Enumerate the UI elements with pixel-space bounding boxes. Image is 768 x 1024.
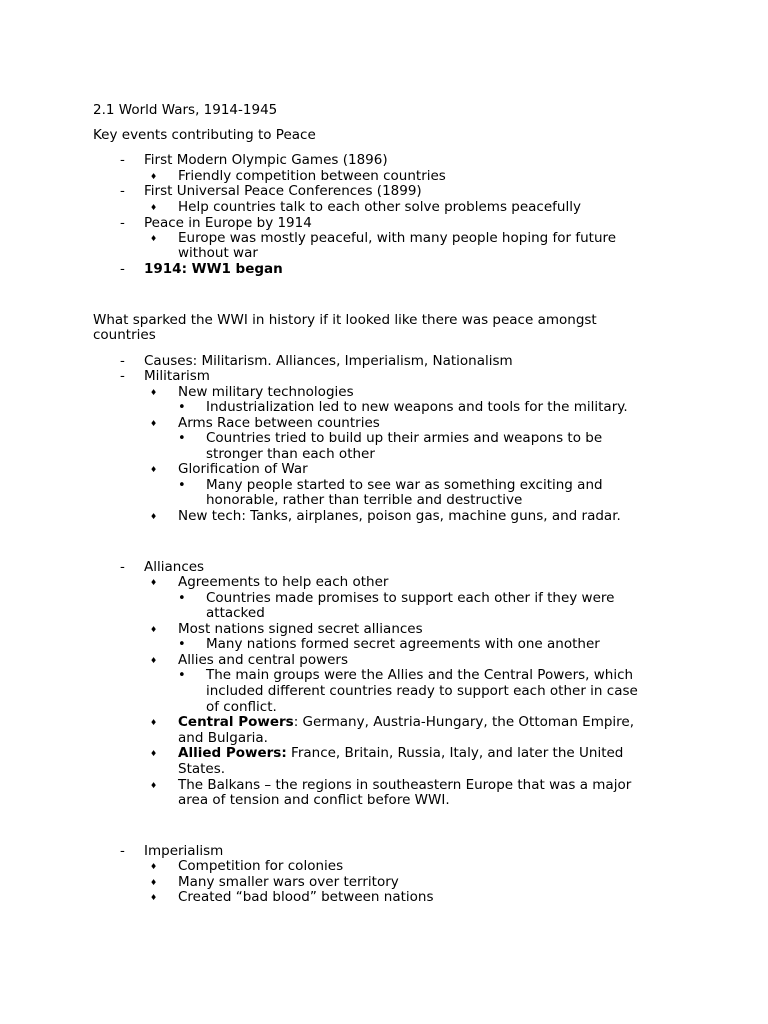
list-subitem: New military technologies — [178, 384, 354, 400]
list-subsubitem-line1: Countries made promises to support each other if they were — [206, 590, 615, 606]
round-bullet-icon: • — [178, 431, 186, 446]
question-line2: countries — [93, 327, 156, 343]
dash-marker: - — [120, 353, 125, 369]
round-bullet-icon: • — [178, 478, 186, 493]
list-subsubitem-line1: Many people started to see war as something exciting and — [206, 477, 603, 493]
causes-item: Causes: Militarism. Alliances, Imperialism, Nationalism — [144, 353, 513, 369]
list-subsubitem-line2: stronger than each other — [206, 446, 375, 462]
page-title: 2.1 World Wars, 1914-1945 — [93, 102, 278, 118]
list-subsubitem-line1: The main groups were the Allies and the Central Powers, which — [206, 667, 634, 683]
round-bullet-icon: • — [178, 400, 186, 415]
list-subsubitem-line2: attacked — [206, 605, 265, 621]
diamond-bullet-icon: ♦ — [150, 419, 158, 428]
diamond-bullet-icon: ♦ — [150, 625, 158, 634]
list-subsubitem-line2: honorable, rather than terrible and destructive — [206, 492, 523, 508]
list-subitem: Help countries talk to each other solve problems peacefully — [178, 199, 581, 215]
diamond-bullet-icon: ♦ — [150, 878, 158, 887]
list-item: First Modern Olympic Games (1896) — [144, 152, 388, 168]
round-bullet-icon: • — [178, 591, 186, 606]
allied-powers-label: Allied Powers: — [178, 745, 287, 761]
question-line1: What sparked the WWI in history if it looked like there was peace amongst — [93, 312, 597, 328]
diamond-bullet-icon: ♦ — [150, 893, 158, 902]
section-title-peace: Key events contributing to Peace — [93, 127, 316, 143]
militarism-label: Militarism — [144, 368, 210, 384]
dash-marker: - — [120, 183, 125, 199]
list-subitem: Competition for colonies — [178, 858, 344, 874]
diamond-bullet-icon: ♦ — [150, 656, 158, 665]
list-subsubitem-line1: Countries tried to build up their armies and weapons to be — [206, 430, 603, 446]
list-subsubitem-line3: of conflict. — [206, 699, 277, 715]
alliances-label: Alliances — [144, 559, 205, 575]
diamond-bullet-icon: ♦ — [150, 203, 158, 212]
dash-marker: - — [120, 152, 125, 168]
list-subitem: Allies and central powers — [178, 652, 349, 668]
imperialism-label: Imperialism — [144, 843, 224, 859]
list-subitem: Agreements to help each other — [178, 574, 389, 590]
list-subsubitem: Many nations formed secret agreements with one another — [206, 636, 600, 652]
list-subitem-line2: without war — [178, 245, 258, 261]
round-bullet-icon: • — [178, 637, 186, 652]
balkans-line1: The Balkans – the regions in southeastern Europe that was a major — [178, 777, 632, 793]
diamond-bullet-icon: ♦ — [150, 465, 158, 474]
list-subitem-line1: Europe was mostly peaceful, with many people hoping for future — [178, 230, 617, 246]
list-item: First Universal Peace Conferences (1899) — [144, 183, 422, 199]
central-powers-line1 — [178, 715, 634, 730]
diamond-bullet-icon: ♦ — [150, 388, 158, 397]
diamond-bullet-icon: ♦ — [150, 512, 158, 521]
diamond-bullet-icon: ♦ — [150, 781, 158, 790]
allied-powers-line2: States. — [178, 761, 226, 777]
list-subsubitem: Industrialization led to new weapons and tools for the military. — [206, 399, 628, 415]
list-subitem: Arms Race between countries — [178, 415, 380, 431]
list-item: Peace in Europe by 1914 — [144, 215, 312, 231]
diamond-bullet-icon: ♦ — [150, 234, 158, 243]
list-subsubitem-line2: included different countries ready to support each other in case — [206, 683, 638, 699]
diamond-bullet-icon: ♦ — [150, 172, 158, 181]
dash-marker: - — [120, 368, 125, 384]
balkans-line2: area of tension and conflict before WWI. — [178, 792, 450, 808]
allied-powers-text: France, Britain, Russia, Italy, and later the United — [286, 745, 624, 761]
allied-powers-line1 — [178, 746, 623, 761]
dash-marker: - — [120, 843, 125, 859]
dash-marker: - — [120, 215, 125, 231]
dash-marker: - — [120, 261, 125, 277]
diamond-bullet-icon: ♦ — [150, 718, 158, 727]
list-item-bold: 1914: WW1 began — [144, 261, 283, 277]
list-subitem: Glorification of War — [178, 461, 308, 477]
central-powers-line2: and Bulgaria. — [178, 730, 268, 746]
diamond-bullet-icon: ♦ — [150, 862, 158, 871]
diamond-bullet-icon: ♦ — [150, 749, 158, 758]
list-subitem: Created “bad blood” between nations — [178, 889, 434, 905]
dash-marker: - — [120, 559, 125, 575]
list-subitem: Friendly competition between countries — [178, 168, 446, 184]
list-subitem: Many smaller wars over territory — [178, 874, 399, 890]
central-powers-text: : Germany, Austria-Hungary, the Ottoman Empire, — [293, 714, 635, 730]
diamond-bullet-icon: ♦ — [150, 578, 158, 587]
round-bullet-icon: • — [178, 668, 186, 683]
central-powers-label: Central Powers — [178, 714, 294, 730]
list-subitem: Most nations signed secret alliances — [178, 621, 423, 637]
list-subitem: New tech: Tanks, airplanes, poison gas, machine guns, and radar. — [178, 508, 621, 524]
